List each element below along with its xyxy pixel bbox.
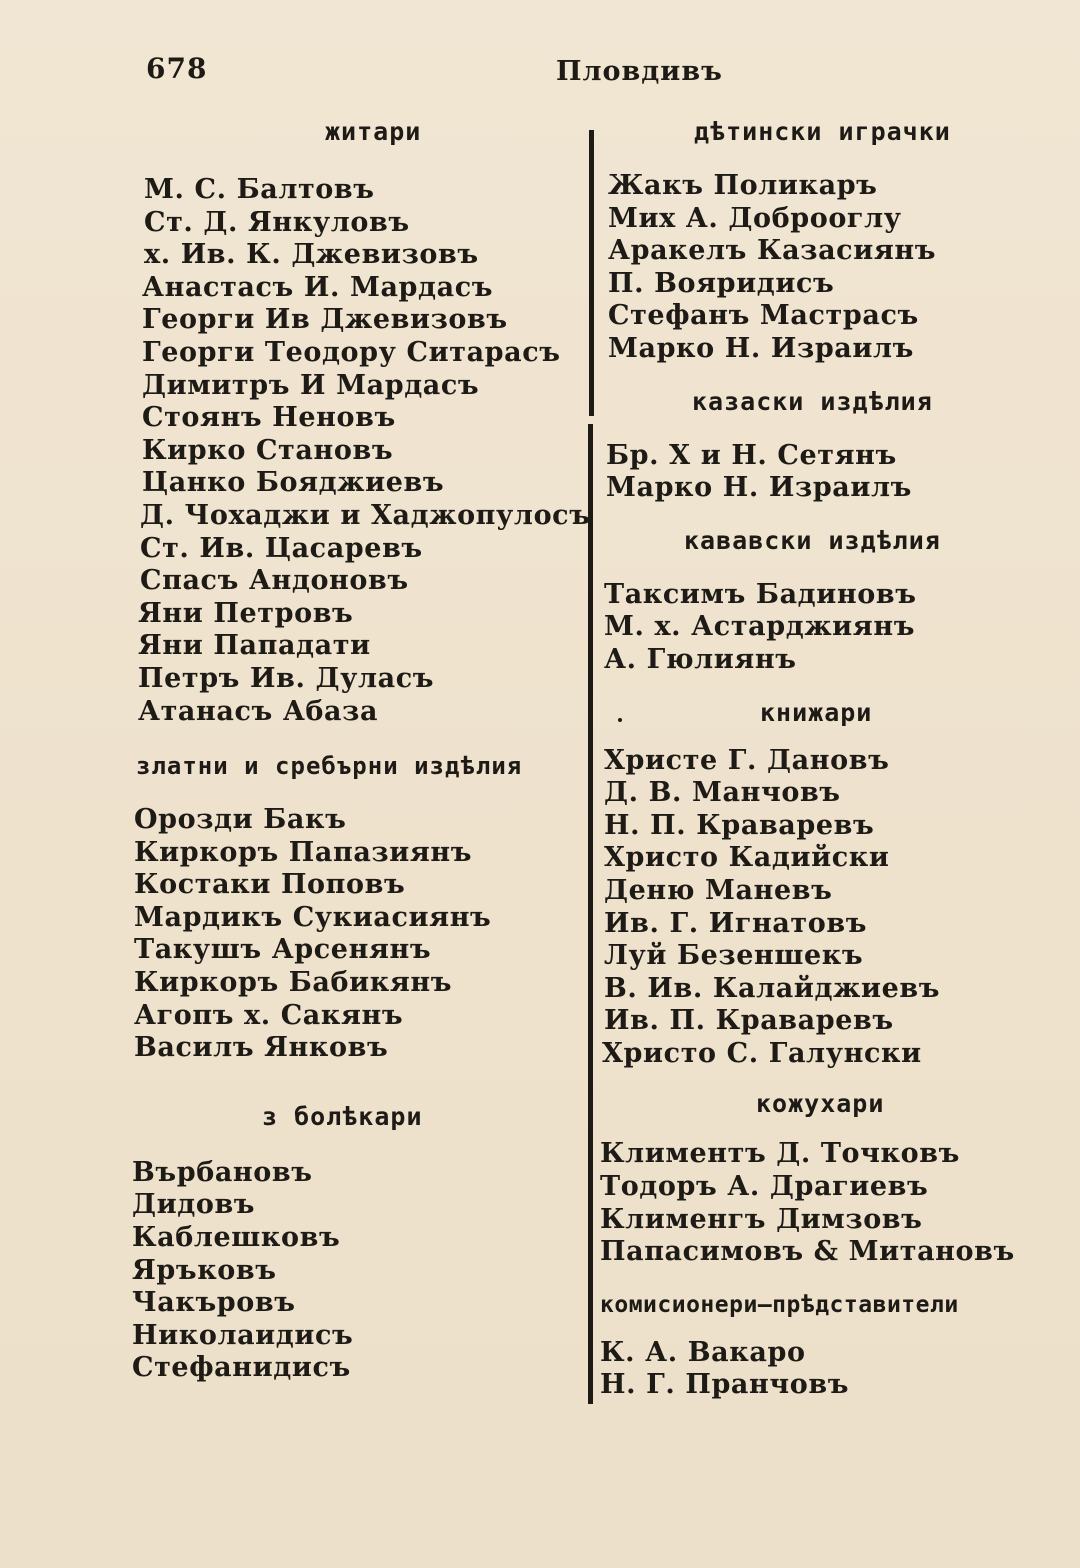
- section-kozhuhari: [600, 1088, 1045, 1268]
- list-item: Мих А. Доброоглу: [608, 202, 902, 234]
- list-item: Ст. Д. Янкуловъ: [144, 206, 410, 238]
- list-item: Василъ Янковъ: [134, 1032, 389, 1064]
- list-item: М. х. Астарджиянъ: [604, 611, 916, 643]
- list-item: Аракелъ Казасиянъ: [608, 235, 937, 267]
- section-heading: кававски издѣлия: [684, 525, 941, 555]
- entry-list: [600, 1337, 1045, 1402]
- list-item: Христо Кадийски: [604, 842, 890, 874]
- list-item: Такушъ Арсенянъ: [134, 934, 432, 966]
- list-item: Орозди Бакъ: [134, 804, 347, 836]
- list-item: Кирко Становъ: [142, 434, 394, 466]
- list-item: Киркоръ Бабикянъ: [134, 967, 453, 999]
- entry-list: [600, 170, 1045, 366]
- entry-list: [600, 1138, 1045, 1268]
- entry-list: [130, 804, 590, 1065]
- list-item: Деню Маневъ: [604, 874, 833, 906]
- list-item: Д. В. Манчовъ: [604, 777, 841, 809]
- left-column: [130, 116, 590, 1385]
- list-item: Ив. Г. Игнатовъ: [604, 907, 868, 939]
- list-item: Яни Пападати: [138, 630, 371, 662]
- section-heading: з болѣкари: [262, 1101, 423, 1131]
- list-item: Таксимъ Бадиновъ: [604, 578, 917, 610]
- list-item: Цанко Бояджиевъ: [142, 467, 445, 499]
- list-item: Марко Н. Израилъ: [608, 332, 914, 364]
- list-item: Н. П. Краваревъ: [604, 809, 875, 841]
- page-number: 678: [146, 52, 208, 85]
- list-item: Стефанидисъ: [132, 1352, 351, 1384]
- entry-list: [600, 579, 1045, 677]
- list-item: х. Ив. К. Джевизовъ: [144, 239, 479, 271]
- list-item: Яни Петровъ: [138, 597, 354, 629]
- list-item: Яръковъ: [132, 1254, 277, 1286]
- list-item: Тодоръ А. Драгиевъ: [600, 1171, 929, 1203]
- list-item: Атанасъ Абаза: [138, 695, 379, 727]
- list-item: М. С. Балтовъ: [144, 174, 375, 205]
- running-head: Пловдивъ: [556, 56, 723, 87]
- list-item: Върбановъ: [132, 1156, 313, 1188]
- list-item: Стефанъ Мастрасъ: [608, 300, 919, 332]
- list-item: Д. Чохаджи и Хаджопулосъ: [140, 499, 591, 531]
- list-item: Агопъ х. Сакянъ: [134, 999, 404, 1031]
- list-item: Клименгъ Димзовъ: [600, 1203, 923, 1235]
- list-item: Чакъровъ: [132, 1287, 296, 1319]
- list-item: Анастасъ И. Мардасъ: [142, 271, 494, 303]
- list-item: В. Ив. Калайджиевъ: [604, 972, 941, 1004]
- list-item: Христо С. Галунски: [602, 1037, 922, 1069]
- list-item: Христе Г. Дановъ: [604, 744, 890, 776]
- list-item: Спасъ Андоновъ: [140, 565, 409, 597]
- list-item: Жакъ Поликаръ: [608, 170, 878, 201]
- list-item: Н. Г. Пранчовъ: [600, 1369, 850, 1401]
- section-komisioneri: [600, 1289, 1045, 1402]
- right-column: [600, 116, 1045, 1402]
- list-item: Каблешковъ: [132, 1222, 341, 1254]
- list-item: К. А. Вакаро: [600, 1336, 806, 1368]
- section-heading: книжари: [760, 697, 873, 727]
- section-knizhari: [600, 697, 1045, 1071]
- list-item: Папасимовъ & Митановъ: [600, 1236, 1015, 1268]
- section-heading: комисионери—прѣдставители: [600, 1291, 959, 1318]
- section-kavavski-izdelia: [600, 525, 1045, 677]
- section-kazaski-izdelia: [600, 386, 1045, 505]
- section-bolekari: [130, 1101, 590, 1385]
- list-item: Петръ Ив. Дуласъ: [138, 662, 435, 694]
- list-item: Георги Теодору Ситарасъ: [142, 336, 561, 368]
- list-item: Ив. П. Краваревъ: [604, 1005, 894, 1037]
- list-item: Ст. Ив. Цасаревъ: [140, 532, 423, 564]
- list-item: Марко Н. Израилъ: [606, 472, 912, 504]
- section-heading: златни и сребърни издѣлия: [136, 752, 523, 781]
- section-heading: кожухари: [756, 1089, 885, 1119]
- list-item: Димитръ И Мардасъ: [142, 369, 480, 401]
- entry-list: [600, 440, 1045, 505]
- list-item: А. Гюлиянъ: [604, 643, 797, 675]
- list-item: П. Вояридисъ: [608, 267, 835, 299]
- list-item: Николаидисъ: [132, 1319, 354, 1351]
- list-item: Луй Безеншекъ: [604, 940, 864, 972]
- list-item: Климентъ Д. Точковъ: [600, 1138, 960, 1170]
- section-heading: дѣтински играчки: [694, 117, 951, 146]
- list-item: Киркоръ Папазиянъ: [134, 836, 473, 868]
- list-item: Стоянъ Неновъ: [142, 402, 396, 434]
- list-item: Мардикъ Сукиасиянъ: [134, 901, 492, 933]
- section-detinski-igrachki: [600, 116, 1045, 366]
- entry-list: [130, 174, 590, 728]
- section-zhitari: [130, 116, 590, 728]
- list-item: Дидовъ: [132, 1189, 256, 1221]
- section-heading: казаски издѣлия: [692, 386, 933, 416]
- entry-list: [600, 745, 1045, 1071]
- list-item: Бр. Х и Н. Сетянъ: [606, 439, 897, 471]
- list-item: Георги Ив Джевизовъ: [142, 304, 508, 336]
- entry-list: [130, 1157, 590, 1385]
- section-heading: житари: [325, 117, 422, 146]
- section-zlatni-izdelia: [130, 750, 590, 1065]
- list-item: Костаки Поповъ: [134, 869, 406, 901]
